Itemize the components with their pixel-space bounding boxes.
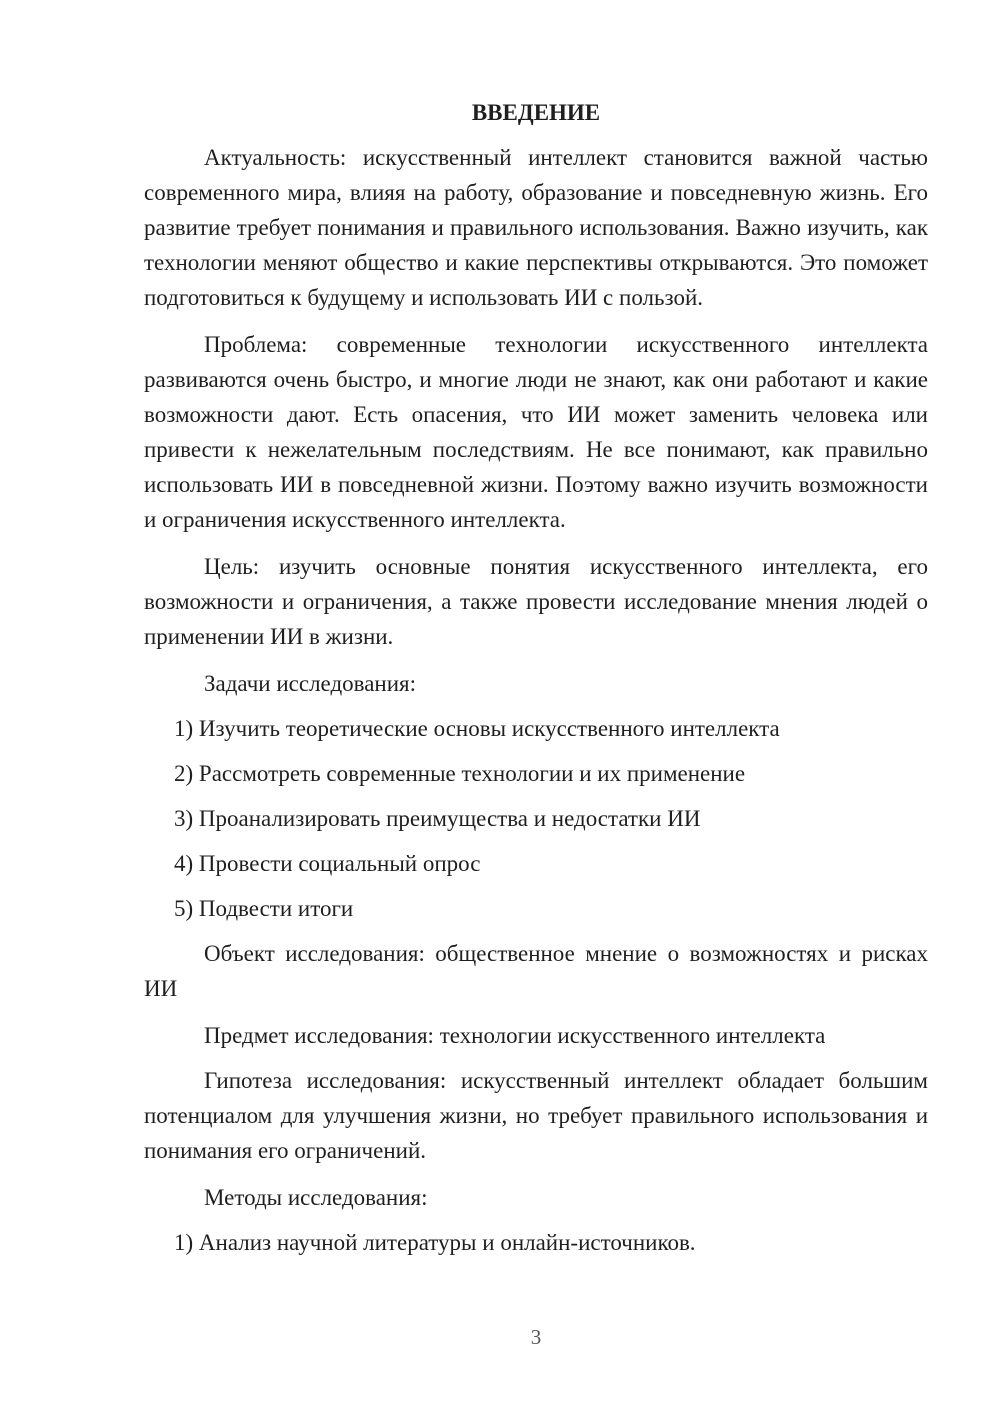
paragraph-relevance: Актуальность: искусственный интеллект становится важной частью современного мира, влияя на работу, образование и повседневную жизнь. Его развитие требует понимания и правильного использования. Важно изучить, как технологии меняют общество и какие перспективы открываются. Это поможет подготовиться к будущему и использовать ИИ с пользой. xyxy=(144,145,928,310)
page-title: ВВЕДЕНИЕ xyxy=(471,100,601,125)
task-item: 4) Провести социальный опрос xyxy=(174,851,481,876)
task-item: 3) Проанализировать преимущества и недостатки ИИ xyxy=(174,806,701,831)
paragraph-goal: Цель: изучить основные понятия искусственного интеллекта, его возможности и ограничения, а также провести исследование мнения людей о применении ИИ в жизни. xyxy=(144,554,928,649)
method-item: 1) Анализ научной литературы и онлайн-источников. xyxy=(174,1230,696,1255)
paragraph-hypothesis: Гипотеза исследования: искусственный интеллект обладает большим потенциалом для улучшения жизни, но требует правильного использования и понимания его ограничений. xyxy=(144,1068,928,1163)
paragraph-problem: Проблема: современные технологии искусственного интеллекта развиваются очень быстро, и многие люди не знают, как они работают и какие возможности дают. Есть опасения, что ИИ может заменить человека или привести к нежелательным последствиям. Не все понимают, как правильно использовать ИИ в повседневной жизни. Поэтому важно изучить возможности и ограничения искусственного интеллекта. xyxy=(144,332,928,532)
page-number: 3 xyxy=(530,1325,542,1349)
paragraph-object: Объект исследования: общественное мнение о возможностях и рисках ИИ xyxy=(144,941,928,1001)
task-item: 1) Изучить теоретические основы искусственного интеллекта xyxy=(174,716,780,741)
task-item: 5) Подвести итоги xyxy=(174,896,354,921)
paragraph-subject: Предмет исследования: технологии искусственного интеллекта xyxy=(204,1023,826,1048)
document-body xyxy=(144,95,928,1270)
tasks-heading: Задачи исследования: xyxy=(204,671,417,696)
task-item: 2) Рассмотреть современные технологии и их применение xyxy=(174,761,746,786)
methods-heading: Методы исследования: xyxy=(204,1185,428,1210)
